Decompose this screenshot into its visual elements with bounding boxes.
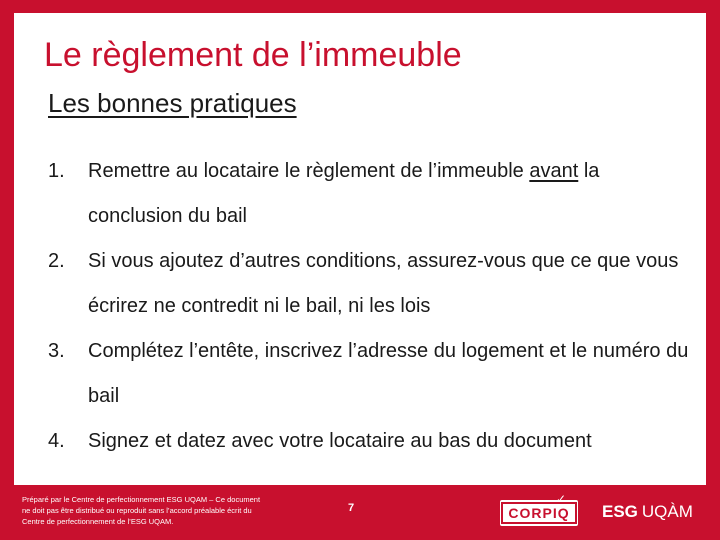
- item-number: 3.: [48, 340, 65, 362]
- esg-logo-text: ESG: [602, 502, 638, 521]
- item-text-part: la conclusion du bail: [88, 160, 600, 227]
- esg-uqam-logo: [602, 502, 693, 522]
- list-item: [48, 239, 698, 329]
- item-number: 4.: [48, 430, 65, 452]
- item-text-part: Remettre au locataire le règlement de l’immeuble: [88, 160, 530, 182]
- corpiq-logo: [500, 500, 578, 526]
- item-number: 1.: [48, 160, 65, 182]
- uqam-logo-text: UQÀM: [641, 502, 693, 521]
- item-text: Complétez l’entête, inscrivez l’adresse du logement et le numéro du bail: [88, 340, 689, 407]
- slide-content: [14, 13, 706, 485]
- list-item: [48, 329, 698, 419]
- item-text: [88, 149, 698, 239]
- footer-disclaimer: Préparé par le Centre de perfectionnement ESG UQAM – Ce document ne doit pas être distribué ou reproduit sans l’accord préalable écrit du Centre de perfectionnement de l’ESG UQAM.: [22, 495, 261, 526]
- item-number: 2.: [48, 250, 65, 272]
- slide-title: Le règlement de l’immeuble: [44, 36, 462, 74]
- list-item: [48, 419, 698, 464]
- item-emphasis: avant: [529, 160, 579, 182]
- list-item: [48, 149, 698, 239]
- page-number: 7: [348, 502, 355, 514]
- item-text: Si vous ajoutez d’autres conditions, assurez-vous que ce que vous écrirez ne contredit ni le bail, ni les lois: [88, 250, 679, 317]
- corpiq-logo-text: CORPIQ: [501, 502, 576, 524]
- checkmark-icon: ✓: [556, 492, 567, 506]
- item-text: Signez et datez avec votre locataire au bas du document: [88, 430, 592, 452]
- practices-list: [48, 149, 698, 464]
- slide-subtitle: Les bonnes pratiques: [48, 88, 297, 118]
